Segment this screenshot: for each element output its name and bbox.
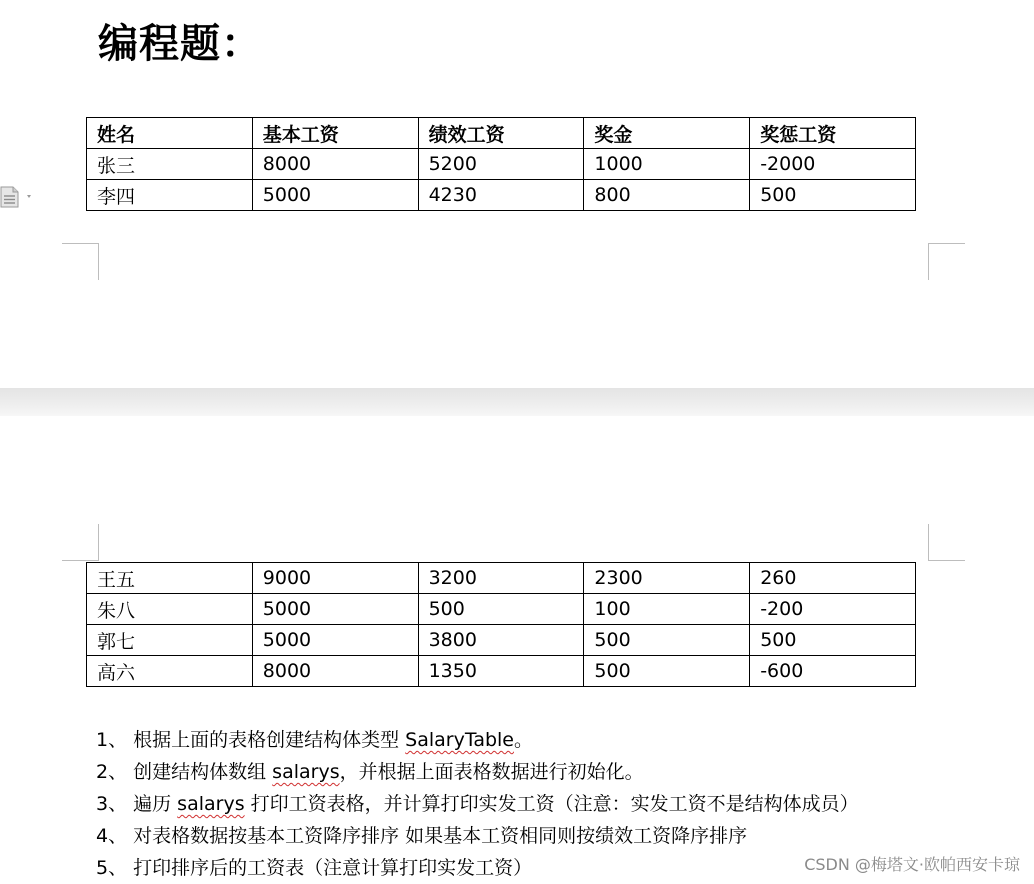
table-cell: 260 bbox=[750, 563, 916, 594]
table-row bbox=[87, 149, 916, 180]
table-cell: 9000 bbox=[252, 563, 418, 594]
table-cell: 5000 bbox=[252, 180, 418, 211]
document-icon[interactable] bbox=[0, 186, 36, 208]
task-list bbox=[96, 724, 859, 884]
table-cell: 5200 bbox=[418, 149, 584, 180]
page-corner-mark bbox=[62, 524, 99, 561]
table-cell: 800 bbox=[584, 180, 750, 211]
table-cell: 500 bbox=[418, 594, 584, 625]
table-cell: 郭七 bbox=[87, 625, 253, 656]
table-row bbox=[87, 563, 916, 594]
task-text: ，并根据上面表格数据进行初始化。 bbox=[339, 761, 644, 783]
table-cell: 朱八 bbox=[87, 594, 253, 625]
header-cell: 姓名 bbox=[87, 118, 253, 149]
task-text: 。 bbox=[514, 729, 534, 751]
page-title: 编程题： bbox=[98, 21, 262, 67]
task-item bbox=[96, 756, 859, 788]
table-cell: -200 bbox=[750, 594, 916, 625]
task-item bbox=[96, 724, 859, 756]
table-cell: 李四 bbox=[87, 180, 253, 211]
table-row bbox=[87, 625, 916, 656]
table-cell: 500 bbox=[750, 625, 916, 656]
table-header-row bbox=[87, 118, 916, 149]
table-cell: 500 bbox=[584, 625, 750, 656]
table-cell: 3200 bbox=[418, 563, 584, 594]
table-cell: -2000 bbox=[750, 149, 916, 180]
table-cell: 3800 bbox=[418, 625, 584, 656]
spellcheck-word: salarys bbox=[272, 761, 340, 783]
page-corner-mark bbox=[928, 524, 965, 561]
table-cell: 高六 bbox=[87, 656, 253, 687]
salary-table-top bbox=[86, 117, 916, 211]
task-text: 1、 根据上面的表格创建结构体类型 bbox=[96, 729, 406, 751]
table-cell: 8000 bbox=[252, 149, 418, 180]
page-corner-mark bbox=[62, 243, 99, 280]
watermark: CSDN @梅塔文·欧帕西安卡琼 bbox=[804, 855, 1020, 874]
header-cell: 绩效工资 bbox=[418, 118, 584, 149]
table-cell: 500 bbox=[750, 180, 916, 211]
spellcheck-word: salarys bbox=[177, 793, 245, 815]
table-row bbox=[87, 594, 916, 625]
header-cell: 奖金 bbox=[584, 118, 750, 149]
task-item: 5、 打印排序后的工资表（注意计算打印实发工资） bbox=[96, 857, 533, 879]
table-cell: 4230 bbox=[418, 180, 584, 211]
page-separator bbox=[0, 388, 1034, 416]
task-text: 打印工资表格，并计算打印实发工资（注意：实发工资不是结构体成员） bbox=[244, 793, 859, 815]
table-row bbox=[87, 180, 916, 211]
table-cell: 5000 bbox=[252, 625, 418, 656]
table-cell: 100 bbox=[584, 594, 750, 625]
table-cell: 1000 bbox=[584, 149, 750, 180]
salary-table-bottom bbox=[86, 562, 916, 687]
task-item bbox=[96, 788, 859, 820]
spellcheck-word: SalaryTable bbox=[405, 729, 514, 751]
table-cell: 2300 bbox=[584, 563, 750, 594]
table-cell: -600 bbox=[750, 656, 916, 687]
table-cell: 1350 bbox=[418, 656, 584, 687]
task-text: 2、 创建结构体数组 bbox=[96, 761, 273, 783]
header-cell: 奖惩工资 bbox=[750, 118, 916, 149]
table-cell: 500 bbox=[584, 656, 750, 687]
table-row bbox=[87, 656, 916, 687]
table-cell: 8000 bbox=[252, 656, 418, 687]
table-cell: 5000 bbox=[252, 594, 418, 625]
task-text: 3、 遍历 bbox=[96, 793, 178, 815]
task-item: 4、 对表格数据按基本工资降序排序 如果基本工资相同则按绩效工资降序排序 bbox=[96, 825, 748, 847]
page-corner-mark bbox=[928, 243, 965, 280]
table-cell: 张三 bbox=[87, 149, 253, 180]
header-cell: 基本工资 bbox=[252, 118, 418, 149]
table-cell: 王五 bbox=[87, 563, 253, 594]
